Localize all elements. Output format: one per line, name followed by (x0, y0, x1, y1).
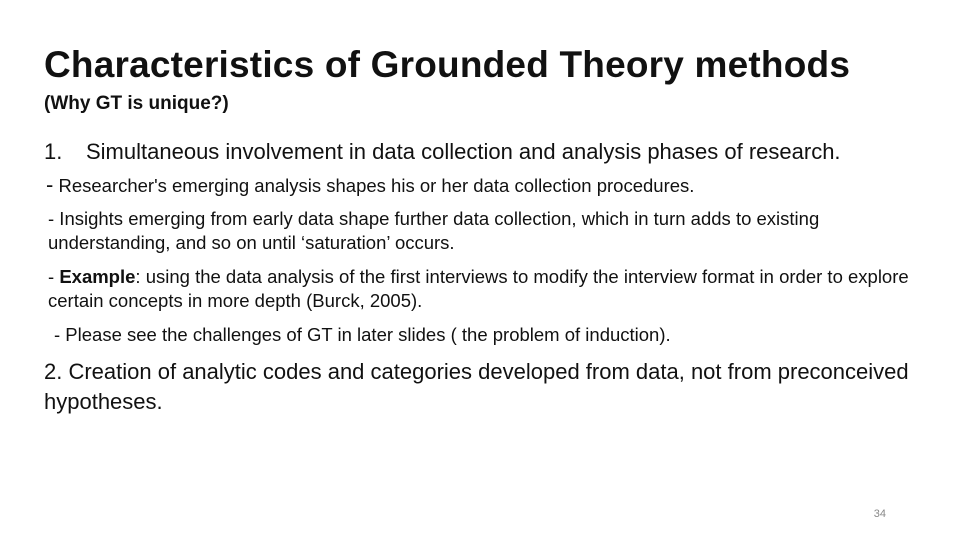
point-1-text: Simultaneous involvement in data collection and analysis phases of research. (86, 139, 841, 164)
sub-point-4: - Please see the challenges of GT in later slides ( the problem of induction). (54, 324, 671, 345)
point-1-number: 1. (44, 139, 63, 164)
page-number: 34 (873, 508, 886, 520)
sub-point-1-text: Researcher's emerging analysis shapes his or her data collection procedures. (58, 175, 695, 196)
sub-point-3-text: : using the data analysis of the first interviews to modify the interview format in order to explore certain concepts in more depth (Burck, 2005). (48, 266, 909, 311)
slide-subtitle: (Why GT is unique?) (44, 93, 229, 114)
numbered-point-1 (44, 137, 924, 167)
sub-point-1-dash: - (46, 172, 54, 197)
sub-point-3 (44, 265, 924, 313)
slide-body (44, 137, 924, 417)
sub-point-1 (44, 173, 924, 198)
slide-title: Characteristics of Grounded Theory methods (44, 44, 851, 85)
sub-point-3-bold-label: Example (59, 266, 136, 287)
sub-point-3-prefix: - (48, 266, 60, 287)
numbered-point-2: 2. Creation of analytic codes and categories developed from data, not from preconceived hypotheses. (44, 359, 909, 414)
sub-point-2: - Insights emerging from early data shape further data collection, which in turn adds to existing understanding, and so on until ‘saturation’ occurs. (48, 208, 820, 253)
